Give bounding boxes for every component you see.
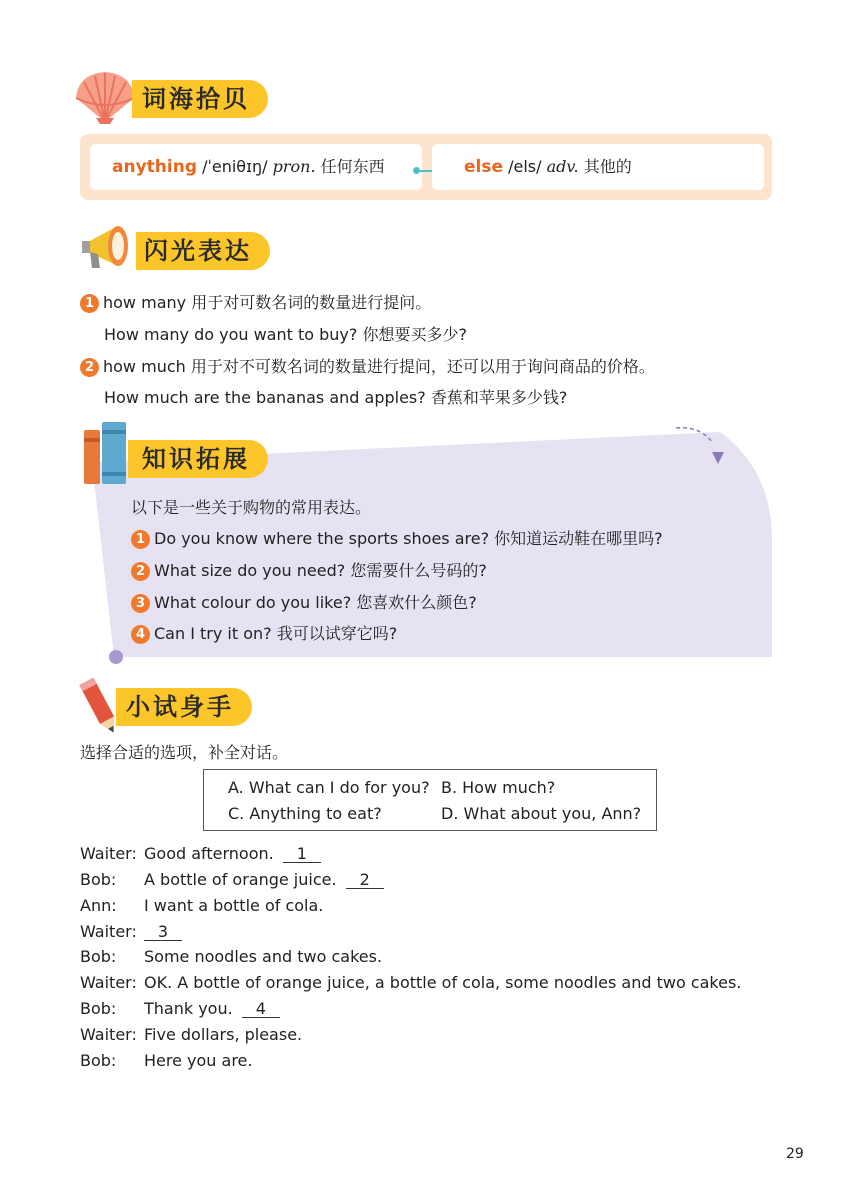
dialogue-line (144, 844, 321, 863)
dialogue-line (144, 947, 382, 966)
dialogue-text: I want a bottle of cola. (144, 896, 324, 915)
dialogue-line (144, 870, 384, 889)
options-box (203, 769, 657, 831)
number-badge: 3 (131, 594, 150, 613)
dialogue-speaker: Waiter: (80, 973, 137, 992)
number-badge: 2 (131, 562, 150, 581)
dialogue-text: Thank you. (144, 999, 233, 1018)
answer-blank-2[interactable]: 2 (346, 871, 384, 889)
extension-item-1 (131, 526, 663, 549)
dialogue-speaker: Bob: (80, 947, 117, 966)
extension-item-2 (131, 558, 487, 581)
books-icon (82, 420, 130, 486)
dialogue-line (144, 896, 323, 915)
option-a: A. What can I do for you? (228, 778, 430, 797)
vocab-word: else (464, 157, 504, 177)
dialogue-line (144, 1025, 302, 1044)
vocab-pos: pron. (272, 157, 316, 176)
vocab-word: anything (112, 157, 197, 177)
answer-blank-4[interactable]: 4 (242, 1000, 280, 1018)
dialogue-text: A bottle of orange juice. (144, 870, 337, 889)
number-badge: 1 (131, 530, 150, 549)
dialogue-speaker: Waiter: (80, 844, 137, 863)
number-badge: 4 (131, 625, 150, 644)
option-c: C. Anything to eat? (228, 804, 382, 823)
extension-item-text: What colour do you like? 您喜欢什么颜色? (154, 593, 477, 612)
expression-text: how much 用于对不可数名词的数量进行提问，还可以用于询问商品的价格。 (103, 357, 655, 376)
answer-blank-3[interactable]: 3 (144, 923, 182, 941)
dialogue-line (144, 922, 182, 941)
expression-text: how many 用于对可数名词的数量进行提问。 (103, 293, 432, 312)
dialogue-line (144, 973, 741, 992)
option-d: D. What about you, Ann? (441, 804, 642, 823)
extension-item-text: What size do you need? 您需要什么号码的? (154, 561, 487, 580)
dialogue-speaker: Waiter: (80, 922, 137, 941)
dialogue-text: Good afternoon. (144, 844, 274, 863)
dialogue-text: Five dollars, please. (144, 1025, 303, 1044)
extension-item-text: Do you know where the sports shoes are? 你知道运动鞋在哪里吗? (154, 529, 663, 548)
expression-2-example: How much are the bananas and apples? 香蕉和苹果多少钱? (104, 388, 568, 407)
answer-blank-1[interactable]: 1 (283, 845, 321, 863)
dialogue-speaker: Bob: (80, 870, 117, 889)
dialogue-text: Here you are. (144, 1051, 253, 1070)
vocab-meaning: 任何东西 (320, 157, 385, 176)
vocab-phonetic: /ˈeniθɪŋ/ (202, 157, 268, 176)
dialogue-line (144, 999, 280, 1018)
dialogue-line (144, 1051, 252, 1070)
dialogue-text: Some noodles and two cakes. (144, 947, 383, 966)
practice-instruction: 选择合适的选项，补全对话。 (80, 743, 289, 762)
extension-intro: 以下是一些关于购物的常用表达。 (131, 498, 372, 517)
extension-item-3 (131, 590, 477, 613)
dialogue-speaker: Ann: (80, 896, 117, 915)
extension-item-4 (131, 621, 397, 644)
vocab-phonetic: /els/ (508, 157, 542, 176)
vocab-meaning: 其他的 (583, 157, 632, 176)
vocab-section-title: 词海拾贝 (132, 80, 268, 118)
dialogue-speaker: Waiter: (80, 1025, 137, 1044)
expression-section-title: 闪光表达 (136, 232, 270, 270)
extension-item-text: Can I try it on? 我可以试穿它吗? (154, 624, 398, 643)
vocab-pos: adv. (546, 157, 579, 176)
number-badge: 1 (80, 294, 99, 313)
practice-section-title: 小试身手 (116, 688, 252, 726)
dialogue-text: OK. A bottle of orange juice, a bottle of cola, some noodles and two cakes. (144, 973, 742, 992)
dialogue-speaker: Bob: (80, 1051, 117, 1070)
page-number: 29 (786, 1146, 804, 1162)
number-badge: 2 (80, 358, 99, 377)
extension-section-title: 知识拓展 (128, 440, 268, 478)
option-b: B. How much? (441, 778, 556, 797)
dialogue-speaker: Bob: (80, 999, 117, 1018)
expression-1-example: How many do you want to buy? 你想要买多少? (104, 325, 467, 344)
